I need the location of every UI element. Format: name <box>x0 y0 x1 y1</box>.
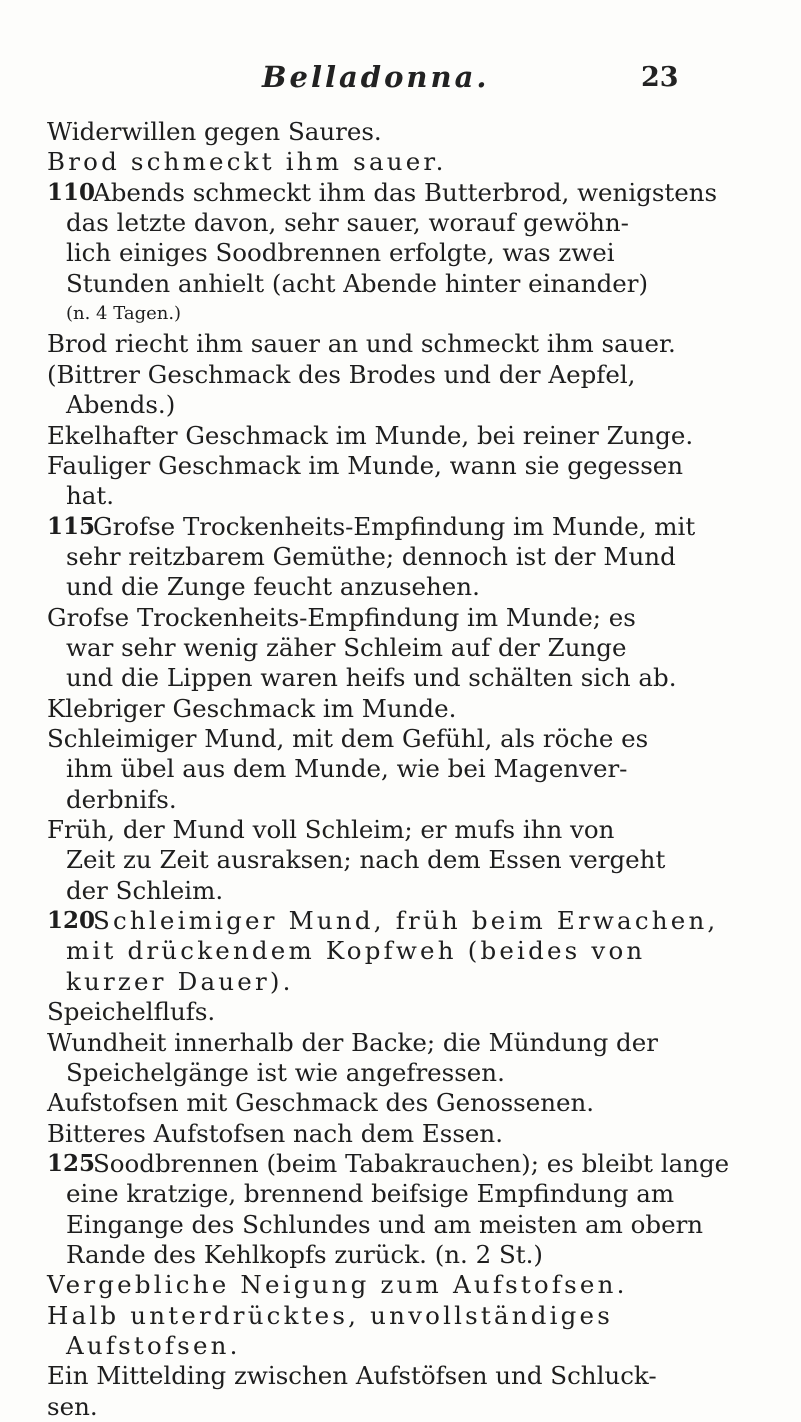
text-line: Rande des Kehlkopfs zurück. (n. 2 St.) <box>66 1239 543 1269</box>
text-line: eine kratzige, brennend beifsige Empfindung am <box>66 1179 675 1209</box>
text-line: lich einiges Soodbrennen erfolgte, was zwei <box>66 238 615 268</box>
text-line: Vergebliche Neigung zum Aufstofsen. <box>47 1270 628 1300</box>
text-line: Speichelgänge ist wie angefressen. <box>66 1057 505 1087</box>
text-line: war sehr wenig zäher Schleim auf der Zunge <box>66 632 627 662</box>
text-line: (Bittrer Geschmack des Brodes und der Aepfel, <box>47 359 636 389</box>
running-title: Belladonna. <box>262 60 490 94</box>
text-line: (n. 4 Tagen.) <box>66 303 182 325</box>
text-line: Zeit zu Zeit ausraksen; nach dem Essen vergeht <box>66 845 666 875</box>
text-line: Halb unterdrücktes, unvollständiges <box>47 1300 614 1330</box>
entry-number: 115 <box>47 512 96 540</box>
text-line: Aufstofsen. <box>66 1331 241 1360</box>
text-line: Stunden anhielt (acht Abende hinter einander) <box>66 268 649 298</box>
text-line: Schleimiger Mund, mit dem Gefühl, als röche es <box>47 724 649 753</box>
text-line: mit drückendem Kopfweh (beides von <box>66 936 646 966</box>
text-line: Aufstofsen mit Geschmack des Genossenen. <box>47 1088 595 1118</box>
text-line: und die Zunge feucht anzusehen. <box>66 572 480 602</box>
page-number: 23 <box>641 62 679 93</box>
text-line: Wundheit innerhalb der Backe; die Mündung der <box>47 1027 658 1057</box>
entry-number: 125 <box>47 1149 96 1177</box>
text-line: ihm übel aus dem Munde, wie bei Magenver- <box>66 754 628 784</box>
text-line: Schleimiger Mund, früh beim Erwachen, <box>93 906 719 936</box>
entry-number: 120 <box>47 907 96 935</box>
text-line: kurzer Dauer). <box>66 966 294 996</box>
text-line: Soodbrennen (beim Tabakrauchen); es bleibt lange <box>93 1148 730 1178</box>
text-line: das letzte davon, sehr sauer, worauf gewöhn- <box>66 208 629 238</box>
text-line: sen. <box>47 1391 98 1421</box>
text-line: Grofse Trockenheits-Empfindung im Munde, mit <box>93 511 696 541</box>
entry-number: 110 <box>47 178 96 206</box>
text-line: Ein Mittelding zwischen Aufstöfsen und Schluck- <box>47 1361 657 1391</box>
text-line: Fauliger Geschmack im Munde, wann sie gegessen <box>47 450 684 480</box>
text-line: und die Lippen waren heifs und schälten sich ab. <box>66 663 677 693</box>
text-line: Grofse Trockenheits-Empfindung im Munde; es <box>47 602 636 632</box>
text-line: der Schleim. <box>66 875 224 905</box>
text-line: Speichelflufs. <box>47 997 216 1027</box>
running-header <box>0 60 801 100</box>
text-line: Früh, der Mund voll Schleim; er mufs ihn von <box>47 815 615 845</box>
text-line: Bitteres Aufstofsen nach dem Essen. <box>47 1118 503 1148</box>
text-line: Ekelhafter Geschmack im Munde, bei reiner Zunge. <box>47 420 694 450</box>
text-line: hat. <box>66 481 115 511</box>
text-line: Brod schmeckt ihm sauer. <box>47 147 447 177</box>
text-line: Eingange des Schlundes und am meisten am obern <box>66 1209 704 1239</box>
text-line: Abends.) <box>66 390 176 420</box>
text-line: sehr reitzbarem Gemüthe; dennoch ist der Mund <box>66 541 676 571</box>
text-line: Abends schmeckt ihm das Butterbrod, wenigstens <box>93 177 718 207</box>
text-line: Klebriger Geschmack im Munde. <box>47 693 457 723</box>
text-line: Widerwillen gegen Saures. <box>47 117 382 146</box>
text-line: Brod riecht ihm sauer an und schmeckt ihm sauer. <box>47 329 676 359</box>
text-line: derbnifs. <box>66 784 177 814</box>
